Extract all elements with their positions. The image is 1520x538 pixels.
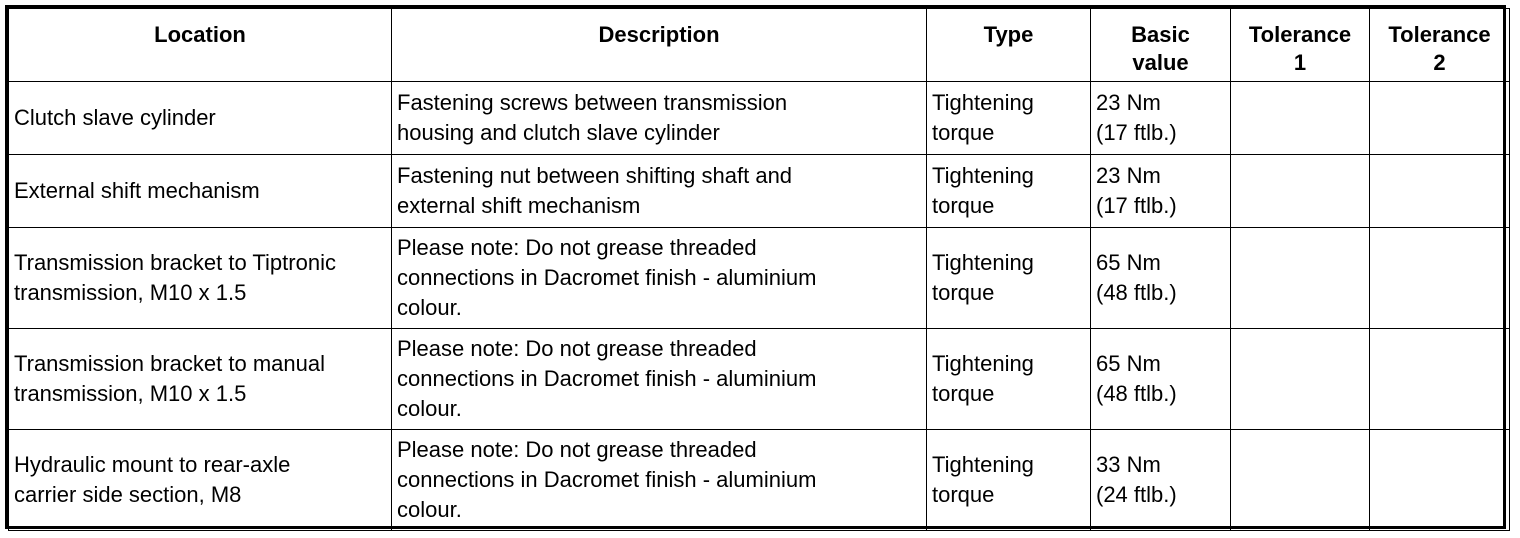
header-tolerance-2: Tolerance 2 <box>1370 9 1510 82</box>
cell-tolerance-2 <box>1370 430 1510 531</box>
cell-tolerance-1 <box>1231 329 1370 430</box>
cell-location: Clutch slave cylinder <box>9 82 392 155</box>
cell-description: Please note: Do not grease threaded connections in Dacromet finish - aluminium colour. <box>392 430 927 531</box>
header-description: Description <box>392 9 927 82</box>
table-row <box>9 329 1510 430</box>
table-row <box>9 228 1510 329</box>
cell-basic-value: 65 Nm (48 ftlb.) <box>1091 329 1231 430</box>
table-row <box>9 155 1510 228</box>
header-basic-value: Basic value <box>1091 9 1231 82</box>
cell-tolerance-1 <box>1231 82 1370 155</box>
cell-tolerance-2 <box>1370 82 1510 155</box>
header-type: Type <box>927 9 1091 82</box>
cell-location: Transmission bracket to manual transmission, M10 x 1.5 <box>9 329 392 430</box>
header-location: Location <box>9 9 392 82</box>
cell-location: Transmission bracket to Tiptronic transmission, M10 x 1.5 <box>9 228 392 329</box>
cell-basic-value: 65 Nm (48 ftlb.) <box>1091 228 1231 329</box>
cell-tolerance-1 <box>1231 228 1370 329</box>
cell-description: Fastening screws between transmission housing and clutch slave cylinder <box>392 82 927 155</box>
cell-tolerance-2 <box>1370 228 1510 329</box>
cell-tolerance-1 <box>1231 155 1370 228</box>
cell-description: Please note: Do not grease threaded connections in Dacromet finish - aluminium colour. <box>392 228 927 329</box>
cell-location: External shift mechanism <box>9 155 392 228</box>
table-row <box>9 82 1510 155</box>
cell-tolerance-2 <box>1370 155 1510 228</box>
cell-location: Hydraulic mount to rear-axle carrier side section, M8 <box>9 430 392 531</box>
cell-description: Please note: Do not grease threaded connections in Dacromet finish - aluminium colour. <box>392 329 927 430</box>
cell-tolerance-2 <box>1370 329 1510 430</box>
table-header-row <box>9 9 1510 82</box>
torque-spec-table-frame <box>5 5 1506 529</box>
cell-basic-value: 23 Nm (17 ftlb.) <box>1091 155 1231 228</box>
cell-type: Tightening torque <box>927 430 1091 531</box>
cell-tolerance-1 <box>1231 430 1370 531</box>
table-row <box>9 430 1510 531</box>
cell-description: Fastening nut between shifting shaft and external shift mechanism <box>392 155 927 228</box>
cell-type: Tightening torque <box>927 228 1091 329</box>
header-tolerance-1: Tolerance 1 <box>1231 9 1370 82</box>
cell-type: Tightening torque <box>927 329 1091 430</box>
cell-type: Tightening torque <box>927 82 1091 155</box>
torque-spec-table <box>8 8 1510 531</box>
cell-type: Tightening torque <box>927 155 1091 228</box>
cell-basic-value: 33 Nm (24 ftlb.) <box>1091 430 1231 531</box>
cell-basic-value: 23 Nm (17 ftlb.) <box>1091 82 1231 155</box>
